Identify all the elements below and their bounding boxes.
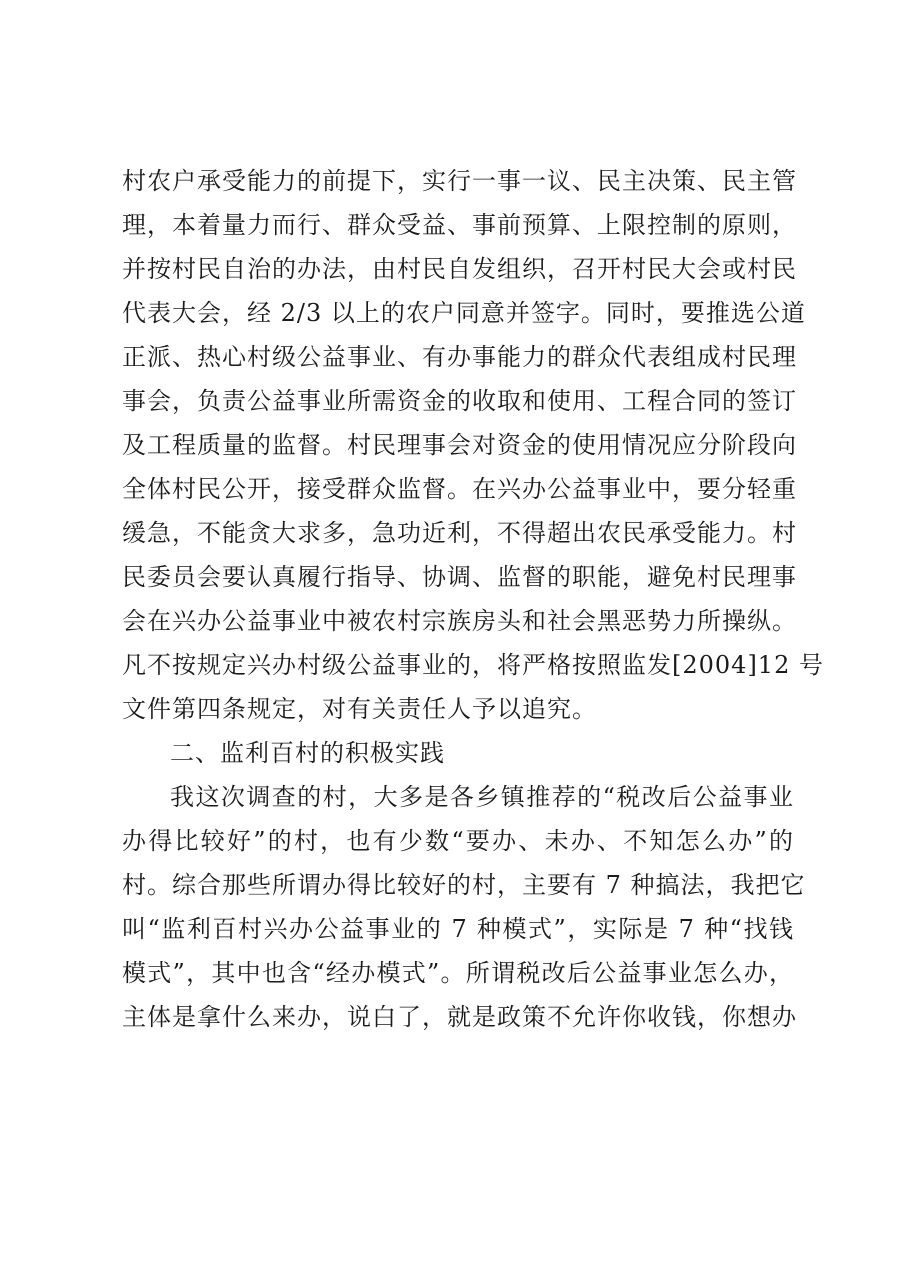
text-line: 二、监利百村的积极实践 [170,739,445,767]
text-line: 正派、热心村级公益事业、有办事能力的群众代表组成村民理 [122,343,797,371]
text-line: 叫“监利百村兴办公益事业的 7 种模式”，实际是 7 种“找钱 [122,915,794,943]
text-line: 全体村民公开，接受群众监督。在兴办公益事业中，要分轻重 [122,475,797,503]
text-line: 凡不按规定兴办村级公益事业的，将严格按照监发[2004]12 号 [122,651,824,679]
text-line: 理，本着量力而行、群众受益、事前预算、上限控制的原则， [122,211,797,239]
text-line: 主体是拿什么来办，说白了，就是政策不允许你收钱，你想办 [122,1003,797,1031]
text-line: 缓急，不能贪大求多，急功近利，不得超出农民承受能力。村 [122,519,797,547]
text-line: 会在兴办公益事业中被农村宗族房头和社会黑恶势力所操纵。 [122,607,797,635]
text-line: 文件第四条规定，对有关责任人予以追究。 [122,695,597,723]
text-line: 并按村民自治的办法，由村民自发组织，召开村民大会或村民 [122,255,797,283]
text-line: 村农户承受能力的前提下，实行一事一议、民主决策、民主管 [122,167,797,195]
text-line: 模式”，其中也含“经办模式”。所谓税改后公益事业怎么办， [122,959,794,987]
text-line: 办得比较好”的村，也有少数“要办、未办、不知怎么办”的 [122,827,794,855]
text-line: 代表大会，经 2/3 以上的农户同意并签字。同时，要推选公道 [122,299,806,327]
text-line: 我这次调查的村，大多是各乡镇推荐的“税改后公益事业 [170,783,794,811]
text-line: 民委员会要认真履行指导、协调、监督的职能，避免村民理事 [122,563,797,591]
text-line: 及工程质量的监督。村民理事会对资金的使用情况应分阶段向 [122,431,797,459]
document-body [122,159,824,1039]
text-line: 村。综合那些所谓办得比较好的村，主要有 7 种搞法，我把它 [122,871,806,899]
text-line: 事会，负责公益事业所需资金的收取和使用、工程合同的签订 [122,387,797,415]
